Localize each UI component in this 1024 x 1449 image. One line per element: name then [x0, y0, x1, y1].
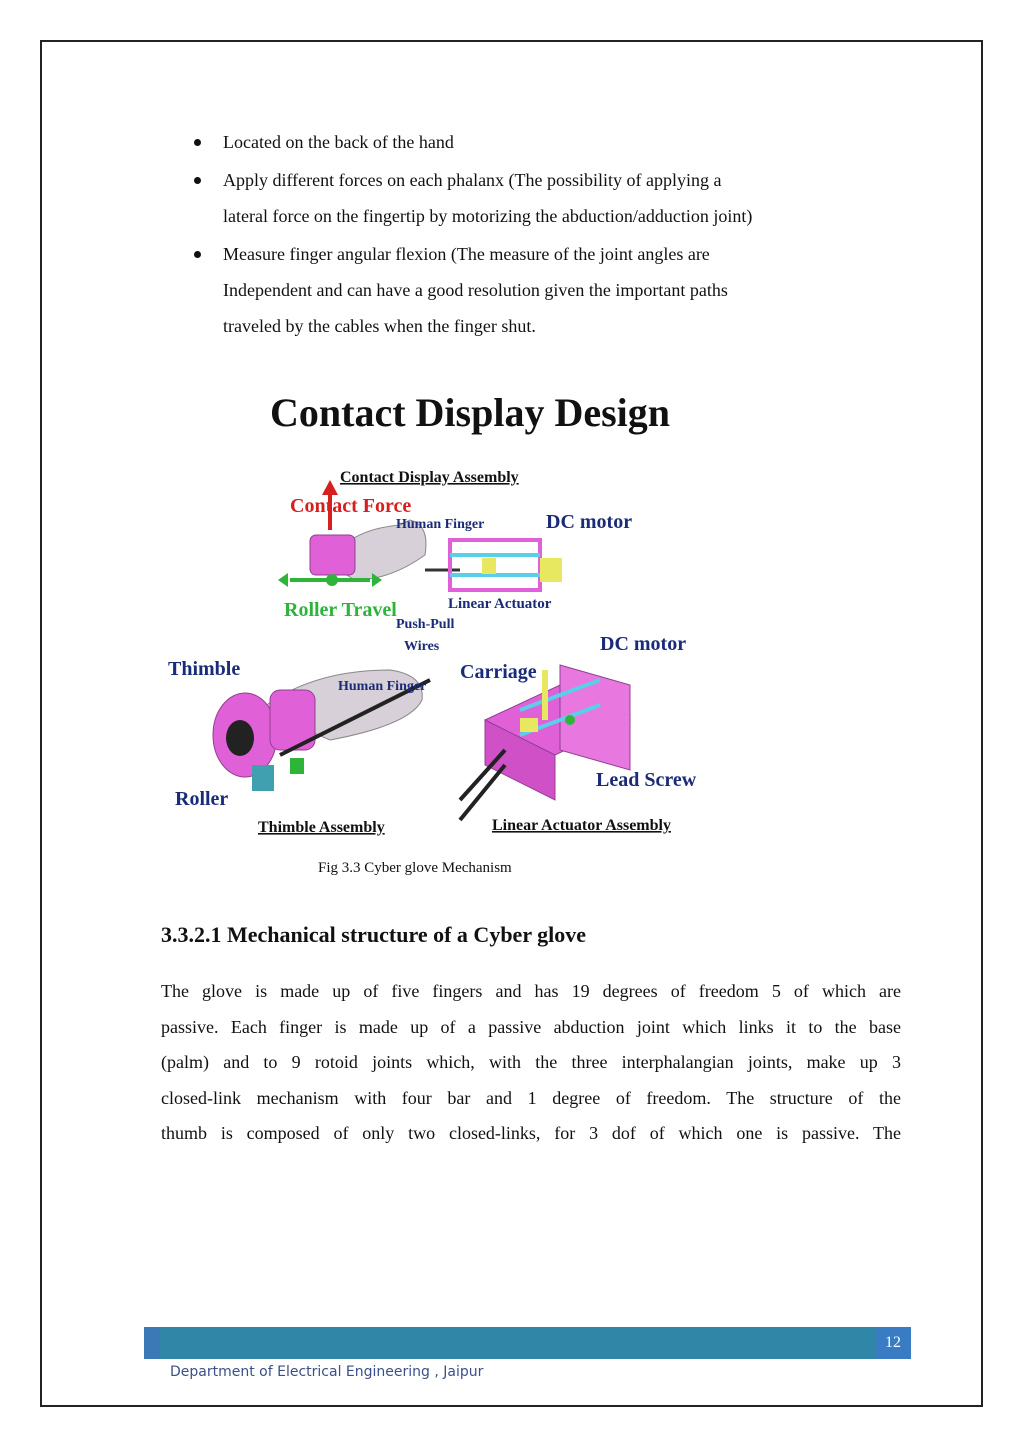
body-paragraph [161, 974, 901, 1152]
bullet-item [190, 162, 890, 234]
footer-bar [144, 1327, 875, 1359]
label-dc-motor-bottom: DC motor [600, 633, 687, 655]
label-push-pull: Push-Pull [396, 617, 455, 632]
label-human-finger-top: Human Finger [396, 517, 485, 532]
label-thimble: Thimble [168, 658, 241, 680]
paragraph-line: (palm) and to 9 rotoid joints which, with the three interphalangian joints, make up 3 [161, 1052, 901, 1072]
bullet-line: Measure finger angular flexion (The measure of the joint angles are [223, 244, 710, 264]
label-human-finger-bottom: Human Finger [338, 679, 427, 694]
footer-bar-accent [144, 1327, 160, 1359]
label-wires: Wires [404, 639, 440, 654]
section-heading: 3.3.2.1 Mechanical structure of a Cyber glove [161, 922, 587, 947]
contact-display-figure [160, 380, 720, 840]
figure-caption: Fig 3.3 Cyber glove Mechanism [318, 860, 512, 876]
label-roller-travel: Roller Travel [284, 599, 397, 621]
bullet-line: lateral force on the fingertip by motorizing the abduction/adduction joint) [223, 206, 753, 226]
label-lead-screw: Lead Screw [596, 769, 697, 791]
label-carriage: Carriage [460, 661, 537, 683]
bullet-dot [194, 251, 201, 258]
label-thimble-assembly: Thimble Assembly [258, 819, 385, 836]
label-linear-actuator-assembly: Linear Actuator Assembly [492, 817, 671, 834]
figure-title: Contact Display Design [270, 390, 671, 435]
bullet-line: Apply different forces on each phalanx (The possibility of applying a [223, 170, 722, 190]
bullet-line: Independent and can have a good resolution given the important paths [223, 280, 728, 300]
paragraph-line: passive. Each finger is made up of a passive abduction joint which links it to the base [161, 1016, 901, 1037]
bullet-line: Located on the back of the hand [223, 132, 454, 152]
linear-actuator-drawing [460, 665, 630, 820]
bullet-item [190, 236, 890, 344]
bullet-line: traveled by the cables when the finger shut. [223, 316, 536, 336]
bullet-dot [194, 139, 201, 146]
paragraph-line: The glove is made up of five fingers and has 19 degrees of freedom 5 of which are [161, 981, 901, 1001]
bullet-item [190, 124, 890, 160]
bullet-list [190, 124, 890, 346]
label-contact-force: Contact Force [290, 495, 412, 517]
page-number: 12 [875, 1327, 911, 1359]
footer-department: Department of Electrical Engineering , Jaipur [170, 1364, 484, 1380]
paragraph-line: thumb is composed of only two closed-links, for 3 dof of which one is passive. The [161, 1123, 901, 1143]
bullet-dot [194, 177, 201, 184]
label-dc-motor-top: DC motor [546, 511, 633, 533]
paragraph-line: closed-link mechanism with four bar and 1 degree of freedom. The structure of the [161, 1087, 901, 1108]
label-assembly: Contact Display Assembly [340, 469, 519, 486]
label-linear-actuator: Linear Actuator [448, 596, 552, 612]
label-roller: Roller [175, 788, 229, 810]
